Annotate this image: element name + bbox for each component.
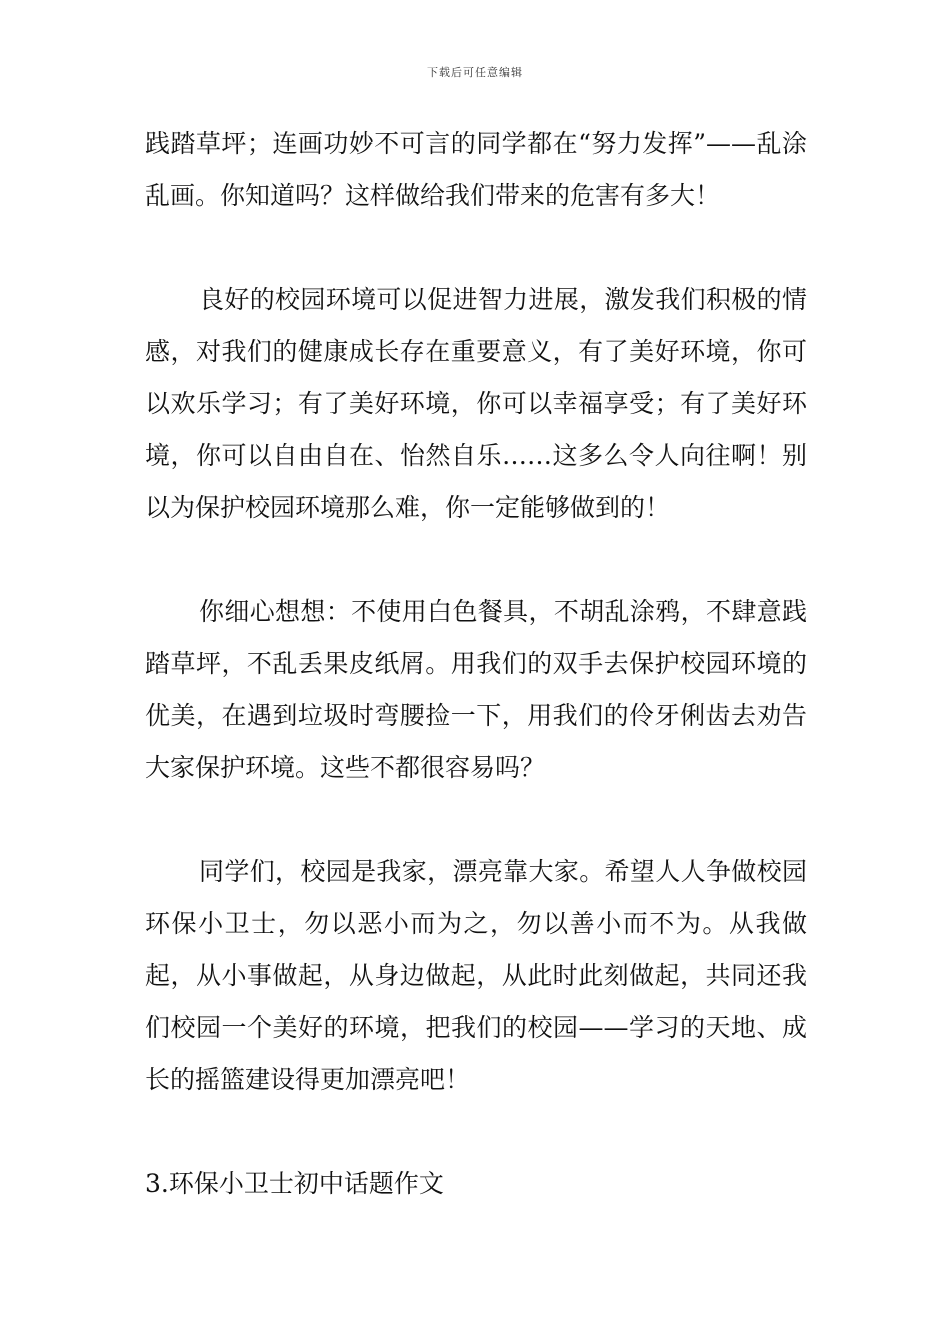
- section-heading: 3.环保小卫士初中话题作文: [145, 1169, 444, 1198]
- paragraph-classmates: 同学们，校园是我家，漂亮靠大家。希望人人争做校园环保小卫士，勿以恶小而为之，勿以善小而不为。从我做起，从小事做起，从身边做起，从此时此刻做起，共同还我们校园一个美好的环境，把我们的校园——学习的天地、成长的摇篮建设得更加漂亮吧！: [145, 857, 807, 1094]
- paragraph-school-environment: 良好的校园环境可以促进智力进展，激发我们积极的情感，对我们的健康成长存在重要意义，有了美好环境，你可以欢乐学习；有了美好环境，你可以幸福享受；有了美好环境，你可以自由自在、怡然自乐……这多么令人向往啊！别以为保护校园环境那么难，你一定能够做到的！: [145, 285, 807, 522]
- page-header: 下载后可任意编辑: [427, 66, 523, 79]
- paragraph-spacer: [145, 1106, 807, 1158]
- paragraph-think-carefully: 你细心想想：不使用白色餐具，不胡乱涂鸦，不肆意践踏草坪，不乱丢果皮纸屑。用我们的双手去保护校园环境的优美，在遇到垃圾时弯腰捡一下，用我们的伶牙俐齿去劝告大家保护环境。这些不都很容易吗？: [145, 597, 807, 782]
- document-body: [145, 118, 807, 1210]
- paragraph-spacer: [145, 222, 807, 274]
- paragraph-continuation: 践踏草坪；连画功妙不可言的同学都在“努力发挥”——乱涂乱画。你知道吗？这样做给我们带来的危害有多大！: [145, 129, 807, 210]
- paragraph-spacer: [145, 794, 807, 846]
- paragraph-spacer: [145, 534, 807, 586]
